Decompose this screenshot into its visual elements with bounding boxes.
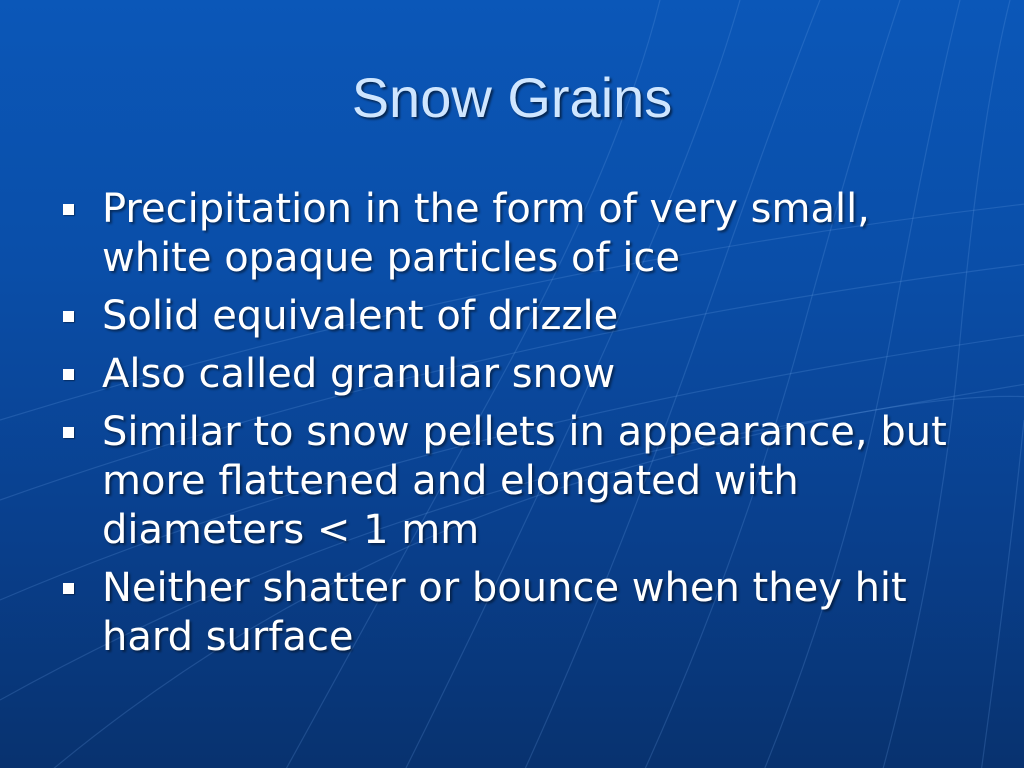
bullet-text: Neither shatter or bounce when they hit hard surface: [102, 565, 907, 660]
square-bullet-icon: [63, 369, 74, 380]
slide-title: Snow Grains: [351, 66, 673, 129]
bullet-list: [60, 185, 980, 671]
square-bullet-icon: [63, 427, 74, 438]
bullet-item: [60, 408, 980, 555]
square-bullet-icon: [63, 311, 74, 322]
bullet-text: Also called granular snow: [102, 351, 616, 397]
bullet-text: Similar to snow pellets in appearance, but more flattened and elongated with diameters < 1 mm: [102, 409, 947, 553]
bullet-item: [60, 564, 980, 662]
bullet-item: [60, 350, 980, 399]
bullet-item: [60, 292, 980, 341]
bullet-item: [60, 185, 980, 283]
bullet-text: Precipitation in the form of very small, white opaque particles of ice: [102, 186, 870, 281]
bullet-text: Solid equivalent of drizzle: [102, 293, 619, 339]
square-bullet-icon: [63, 583, 74, 594]
square-bullet-icon: [63, 204, 74, 215]
